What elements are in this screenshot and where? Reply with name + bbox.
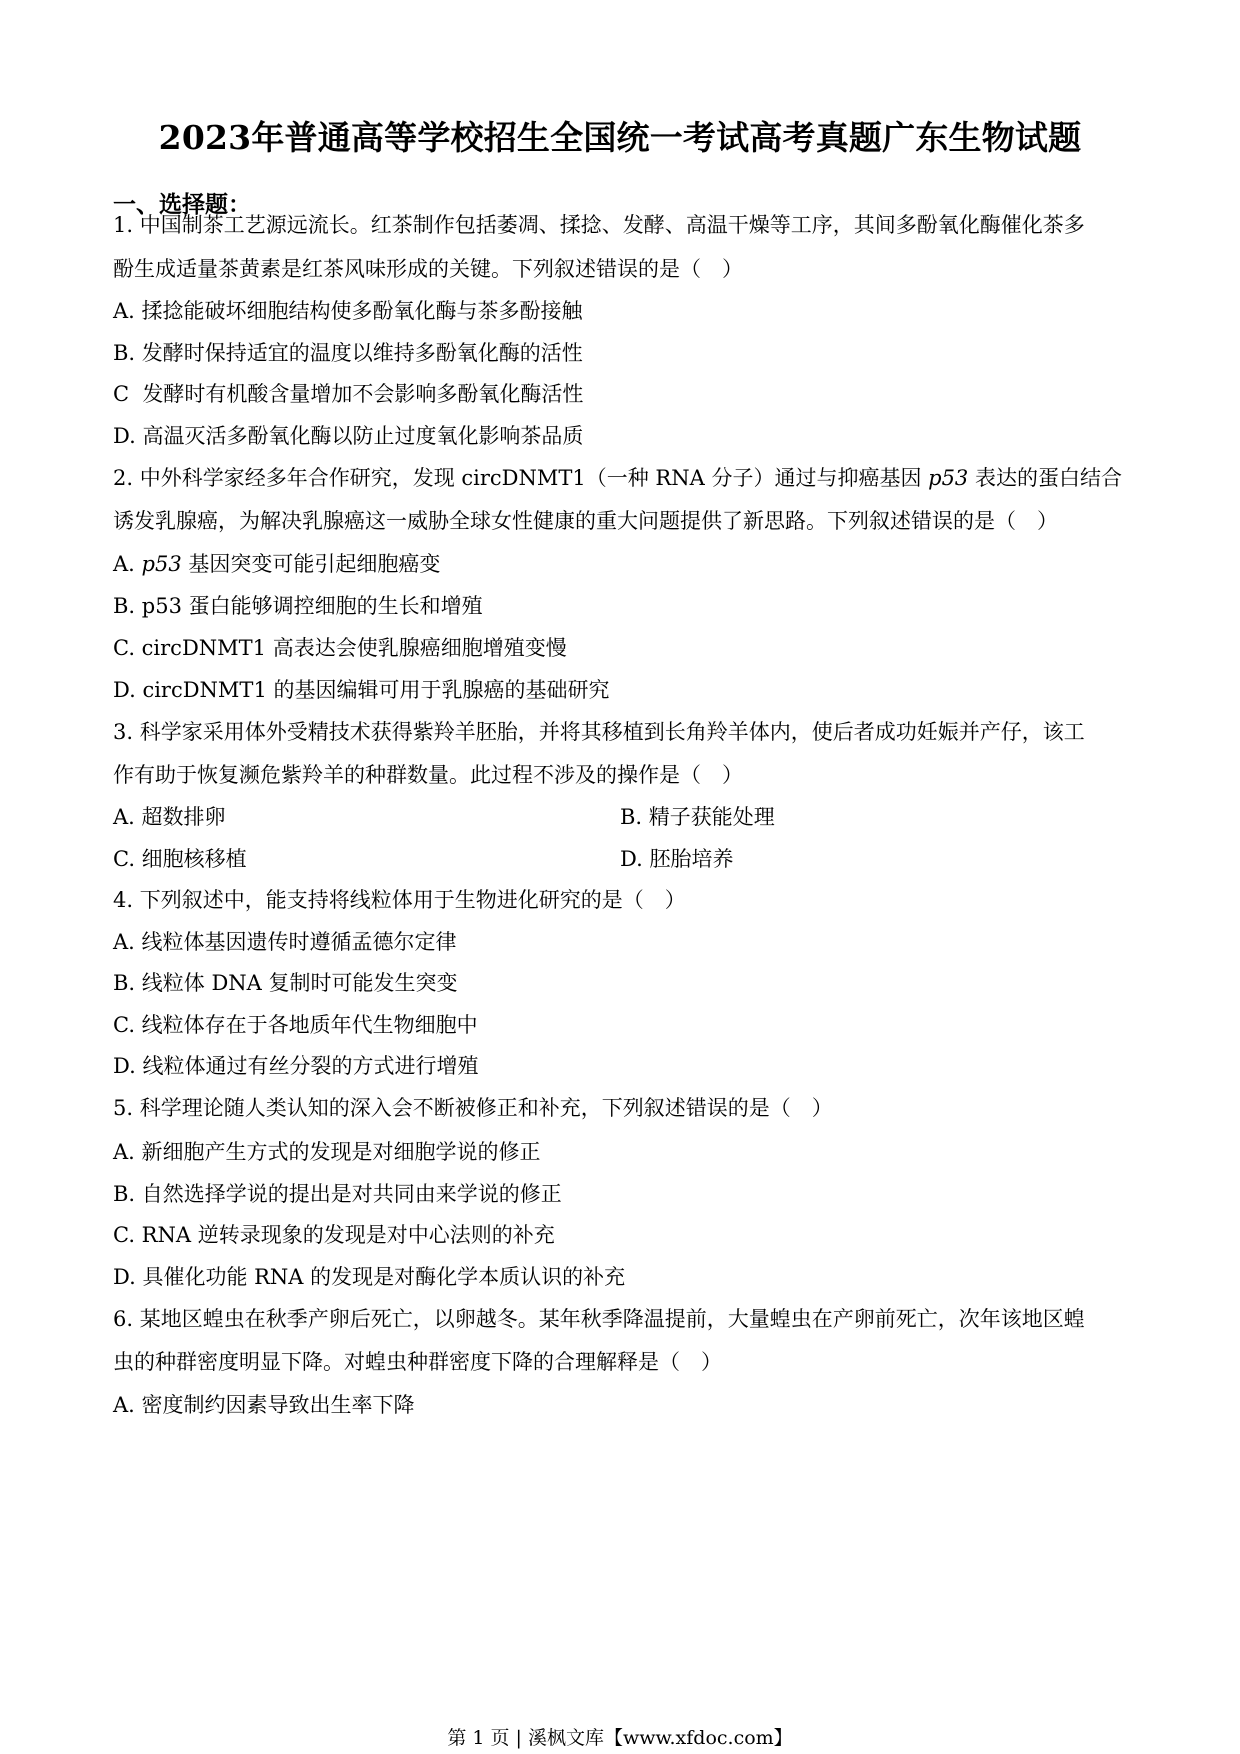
q4-option-b: B. 线粒体 DNA 复制时可能发生突变 <box>113 971 458 995</box>
q2-stem-line1 <box>113 462 1122 494</box>
q3-option-c: C. 细胞核移植 <box>113 847 247 871</box>
q1-option-a: A. 揉捻能破坏细胞结构使多酚氧化酶与茶多酚接触 <box>113 299 583 323</box>
q1-stem-line1: 1. 中国制茶工艺源远流长。红茶制作包括萎凋、揉捻、发酵、高温干燥等工序，其间多酚氧化酶催化茶多 <box>113 213 1085 237</box>
q5-stem: 5. 科学理论随人类认知的深入会不断被修正和补充，下列叙述错误的是（ ） <box>113 1096 833 1120</box>
q2-option-b: B. p53 蛋白能够调控细胞的生长和增殖 <box>113 594 483 618</box>
q2-stem-text-b: 表达的蛋白结合 <box>968 466 1122 490</box>
q2-stem-text-a: 2. 中外科学家经多年合作研究，发现 circDNMT1（一种 RNA 分子）通过与抑癌基因 <box>113 466 929 490</box>
q2-option-a-rest: 基因突变可能引起细胞癌变 <box>181 552 441 576</box>
q2-option-d: D. circDNMT1 的基因编辑可用于乳腺癌的基础研究 <box>113 678 610 702</box>
q5-option-c: C. RNA 逆转录现象的发现是对中心法则的补充 <box>113 1223 555 1247</box>
q5-option-d: D. 具催化功能 RNA 的发现是对酶化学本质认识的补充 <box>113 1265 626 1289</box>
q4-option-c: C. 线粒体存在于各地质年代生物细胞中 <box>113 1013 478 1037</box>
q2-stem-gene: p53 <box>928 466 969 490</box>
q2-option-a <box>113 548 440 580</box>
q6-stem-line1: 6. 某地区蝗虫在秋季产卵后死亡，以卵越冬。某年秋季降温提前，大量蝗虫在产卵前死亡，次年该地区蝗 <box>113 1307 1085 1331</box>
q4-stem: 4. 下列叙述中，能支持将线粒体用于生物进化研究的是（ ） <box>113 888 686 912</box>
q2-option-a-gene: p53 <box>141 552 182 576</box>
q3-option-a: A. 超数排卵 <box>113 805 226 829</box>
q3-stem-line2: 作有助于恢复濒危紫羚羊的种群数量。此过程不涉及的操作是（ ） <box>113 763 743 787</box>
q6-option-a: A. 密度制约因素导致出生率下降 <box>113 1393 415 1417</box>
q1-option-b: B. 发酵时保持适宜的温度以维持多酚氧化酶的活性 <box>113 341 583 365</box>
q1-option-d: D. 高温灭活多酚氧化酶以防止过度氧化影响茶品质 <box>113 424 584 448</box>
q3-option-d: D. 胚胎培养 <box>620 847 734 871</box>
page-title: 2023年普通高等学校招生全国统一考试高考真题广东生物试题 <box>158 118 1082 157</box>
q1-option-c: C 发酵时有机酸含量增加不会影响多酚氧化酶活性 <box>113 382 584 406</box>
q5-option-a: A. 新细胞产生方式的发现是对细胞学说的修正 <box>113 1140 541 1164</box>
q2-option-a-prefix: A. <box>113 552 142 576</box>
q5-option-b: B. 自然选择学说的提出是对共同由来学说的修正 <box>113 1182 562 1206</box>
q2-option-c: C. circDNMT1 高表达会使乳腺癌细胞增殖变慢 <box>113 636 567 660</box>
q3-option-b: B. 精子获能处理 <box>620 805 775 829</box>
q2-stem-line2: 诱发乳腺癌，为解决乳腺癌这一威胁全球女性健康的重大问题提供了新思路。下列叙述错误的是（ ） <box>113 509 1058 533</box>
q4-option-d: D. 线粒体通过有丝分裂的方式进行增殖 <box>113 1054 479 1078</box>
page-footer: 第 1 页 | 溪枫文库【www.xfdoc.com】 <box>447 1727 793 1749</box>
q6-stem-line2: 虫的种群密度明显下降。对蝗虫种群密度下降的合理解释是（ ） <box>113 1350 722 1374</box>
q3-stem-line1: 3. 科学家采用体外受精技术获得紫羚羊胚胎，并将其移植到长角羚羊体内，使后者成功妊娠并产仔，该工 <box>113 720 1085 744</box>
section-heading: 一、选择题： <box>113 191 251 218</box>
q4-option-a: A. 线粒体基因遗传时遵循孟德尔定律 <box>113 930 457 954</box>
q1-stem-line2: 酚生成适量茶黄素是红茶风味形成的关键。下列叙述错误的是（ ） <box>113 257 743 281</box>
